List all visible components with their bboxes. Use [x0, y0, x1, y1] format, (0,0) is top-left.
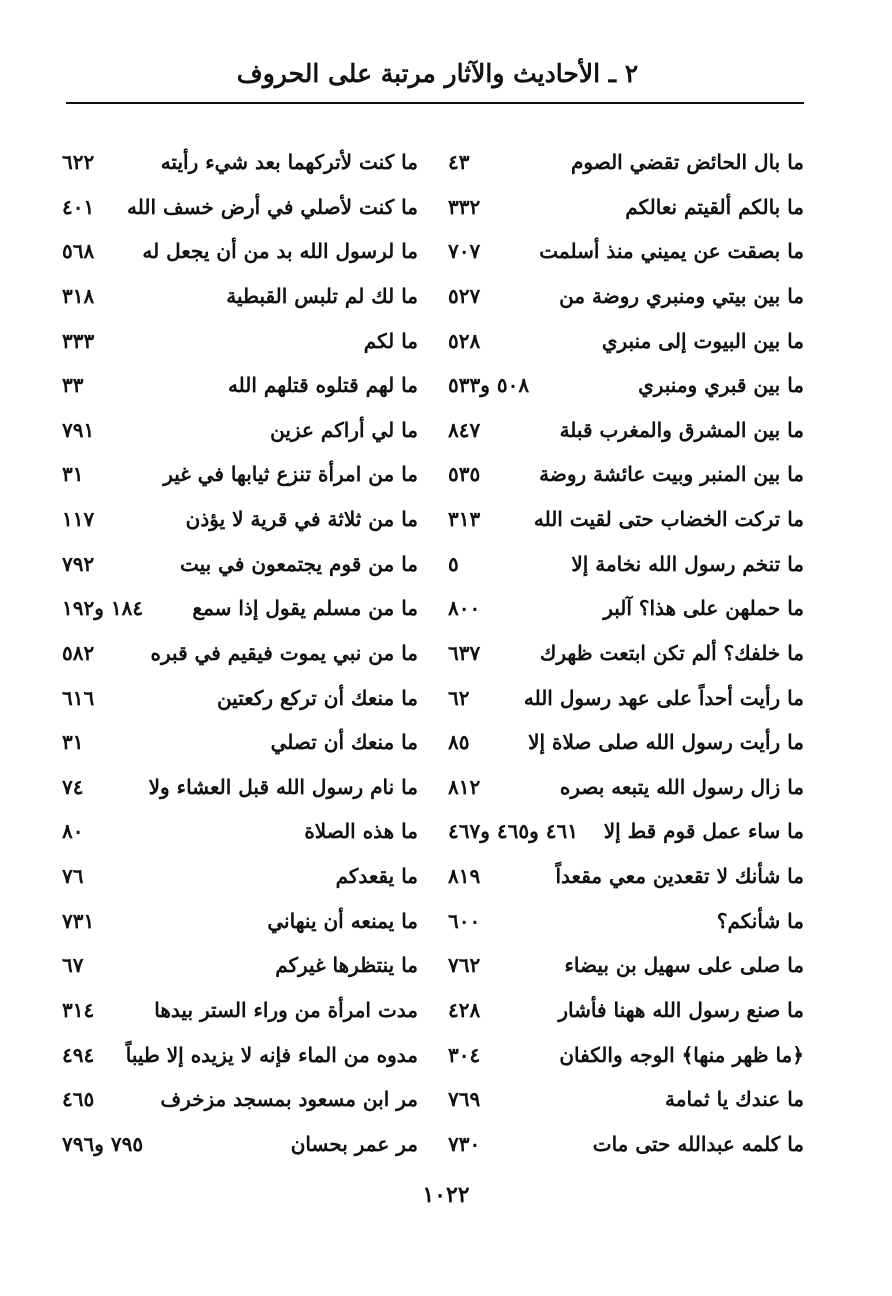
- entry-page-refs: ٥٨٢: [62, 640, 95, 665]
- entry-text: مر عمر بحسان: [290, 1131, 418, 1156]
- index-entry: [448, 990, 804, 1030]
- entry-page-refs: ٤٠١: [62, 194, 95, 219]
- index-entry: [62, 811, 418, 851]
- entry-page-refs: ٧٠٧: [448, 239, 481, 264]
- index-column-left: [62, 142, 418, 1164]
- index-entry: [62, 901, 418, 941]
- entry-text: ما منعك أن تصلي: [270, 730, 418, 755]
- index-entry: [62, 365, 418, 405]
- entry-page-refs: ٧٤: [62, 774, 84, 799]
- entry-page-refs: ٣٣٣: [62, 328, 95, 353]
- index-entry: [448, 410, 804, 450]
- index-entry: [448, 1124, 804, 1164]
- index-entry: [448, 499, 804, 539]
- entry-page-refs: ٦٢: [448, 685, 470, 710]
- entry-text: ما عندك يا ثمامة: [665, 1087, 804, 1112]
- entry-text: ما ينتظرها غيركم: [275, 953, 418, 978]
- index-entry: [448, 856, 804, 896]
- entry-page-refs: ٣١٨: [62, 283, 95, 308]
- index-entry: [62, 588, 418, 628]
- index-entry: [448, 276, 804, 316]
- entry-text: ما لي أراكم عزين: [270, 417, 418, 442]
- header-divider: [66, 102, 804, 104]
- index-entry: [448, 1079, 804, 1119]
- entry-page-refs: ٣٣٢: [448, 194, 481, 219]
- entry-text: ما لكم: [363, 328, 418, 353]
- index-entry: [62, 276, 418, 316]
- entry-page-refs: ٥٢٨: [448, 328, 481, 353]
- entry-text: ما بال الحائض تقضي الصوم: [571, 150, 804, 174]
- index-entry: [62, 1035, 418, 1075]
- index-entry: [448, 231, 804, 271]
- entry-text: ما رأيت رسول الله صلى صلاة إلا: [528, 730, 804, 755]
- index-entry: [448, 901, 804, 941]
- entry-page-refs: ٦٢٢: [62, 150, 95, 174]
- entry-page-refs: ٤٦٥: [62, 1087, 95, 1112]
- index-entry: [62, 454, 418, 494]
- entry-page-refs: ٧٦٩: [448, 1087, 481, 1112]
- entry-text: ما من مسلم يقول إذا سمع: [192, 596, 418, 621]
- entry-text: ما زال رسول الله يتبعه بصره: [559, 774, 804, 799]
- entry-page-refs: ٥٣٥: [448, 462, 481, 487]
- entry-page-refs: ٥٠٨ و٥٣٣: [448, 373, 530, 398]
- entry-page-refs: ٨١٩: [448, 864, 481, 888]
- entry-text: ما لرسول الله بد من أن يجعل له: [142, 239, 418, 264]
- entry-page-refs: ٤٢٨: [448, 997, 481, 1022]
- entry-page-refs: ٧٦: [62, 864, 84, 888]
- entry-text: ما لهم قتلوه قتلهم الله: [227, 373, 418, 398]
- index-entry: [62, 767, 418, 807]
- index-entry: [448, 722, 804, 762]
- entry-text: ما حملهن على هذا؟ آلبر: [603, 596, 804, 621]
- index-entry: [448, 678, 804, 718]
- index-entry: [62, 990, 418, 1030]
- index-entry: [62, 1124, 418, 1164]
- entry-text: ما بين قبري ومنبري: [638, 373, 804, 398]
- entry-text: ما من قوم يجتمعون في بيت: [179, 551, 418, 576]
- entry-page-refs: ٥: [448, 551, 459, 576]
- entry-page-refs: ٨١٢: [448, 774, 481, 799]
- entry-page-refs: ٧٩٢: [62, 551, 95, 576]
- entry-page-refs: ٣١: [62, 730, 84, 755]
- index-entry: [448, 945, 804, 985]
- entry-text: ما من ثلاثة في قرية لا يؤذن: [185, 507, 418, 531]
- entry-text: ما رأيت أحداً على عهد رسول الله: [523, 685, 804, 710]
- entry-page-refs: ٣٣: [62, 373, 84, 398]
- entry-page-refs: ٦١٦: [62, 685, 95, 710]
- index-entry: [62, 499, 418, 539]
- index-entry: [448, 1035, 804, 1075]
- entry-page-refs: ٦٠٠: [448, 908, 481, 933]
- entry-page-refs: ٦٣٧: [448, 640, 481, 665]
- entry-text: ما كنت لأتركهما بعد شيء رأيته: [160, 150, 418, 174]
- entry-text: ما لك لم تلبس القبطية: [226, 283, 418, 308]
- index-entry: [62, 633, 418, 673]
- entry-page-refs: ٦٧: [62, 953, 84, 978]
- entry-page-refs: ٤٩٤: [62, 1042, 95, 1067]
- entry-page-refs: ٥٢٧: [448, 283, 481, 308]
- entry-page-refs: ٤٦١ و٤٦٥ و٤٦٧: [448, 819, 578, 844]
- entry-text: ما شأنك لا تقعدين معي مقعداً: [555, 864, 804, 888]
- entry-text: ﴿ما ظهر منها﴾ الوجه والكفان: [559, 1042, 804, 1067]
- index-entry: [62, 410, 418, 450]
- index-entry: [62, 142, 418, 182]
- entry-text: مر ابن مسعود بمسجد مزخرف: [160, 1087, 418, 1112]
- entry-text: ما تركت الخضاب حتى لقيت الله: [533, 507, 804, 531]
- entry-text: ما من امرأة تنزع ثيابها في غير: [163, 462, 418, 487]
- entry-page-refs: ٥٦٨: [62, 239, 95, 264]
- entry-page-refs: ٧٦٢: [448, 953, 481, 978]
- index-entry: [448, 767, 804, 807]
- entry-text: ما بين البيوت إلى منبري: [601, 328, 804, 353]
- index-entry: [62, 321, 418, 361]
- entry-page-refs: ٣١: [62, 462, 84, 487]
- index-entry: [62, 945, 418, 985]
- index-entry: [62, 544, 418, 584]
- entry-page-refs: ١١٧: [62, 507, 95, 531]
- entry-text: ما شأنكم؟: [716, 908, 804, 933]
- entry-text: ما بالكم ألقيتم نعالكم: [625, 194, 804, 219]
- entry-text: ما تنخم رسول الله نخامة إلا: [571, 551, 804, 576]
- entry-text: مدوه من الماء فإنه لا يزيده إلا طيباً: [125, 1042, 418, 1067]
- entry-text: ما بين المشرق والمغرب قبلة: [559, 417, 804, 442]
- entry-page-refs: ٨٠٠: [448, 596, 481, 621]
- entry-text: ما بصقت عن يميني منذ أسلمت: [539, 239, 804, 264]
- index-entry: [62, 856, 418, 896]
- entry-page-refs: ٣٠٤: [448, 1042, 481, 1067]
- entry-text: ما منعك أن تركع ركعتين: [216, 685, 418, 710]
- entry-page-refs: ٨٠: [62, 819, 84, 844]
- page-header-title: ٢ ـ الأحاديث والآثار مرتبة على الحروف: [236, 59, 639, 88]
- entry-text: ما من نبي يموت فيقيم في قبره: [150, 640, 418, 665]
- entry-text: ما صلى على سهيل بن بيضاء: [564, 953, 804, 978]
- entry-page-refs: ٤٣: [448, 150, 470, 174]
- index-entry: [448, 321, 804, 361]
- index-column-right: [448, 142, 804, 1164]
- entry-page-refs: ٣١٤: [62, 997, 95, 1022]
- index-entry: [448, 187, 804, 227]
- entry-text: ما نام رسول الله قبل العشاء ولا: [148, 774, 418, 799]
- index-entry: [448, 633, 804, 673]
- entry-page-refs: ٧٩٥ و٧٩٦: [62, 1131, 144, 1156]
- entry-text: ما كنت لأصلي في أرض خسف الله: [127, 194, 418, 219]
- entry-page-refs: ٧٩١: [62, 417, 95, 442]
- entry-text: ما يمنعه أن ينهاني: [267, 908, 418, 933]
- entry-text: ما يقعدكم: [335, 864, 418, 888]
- entry-page-refs: ١٨٤ و١٩٢: [62, 596, 144, 621]
- index-entry: [62, 231, 418, 271]
- entry-page-refs: ٣١٣: [448, 507, 481, 531]
- index-entry: [62, 722, 418, 762]
- index-entry: [62, 1079, 418, 1119]
- entry-text: ما كلمه عبدالله حتى مات: [592, 1131, 804, 1156]
- index-entry: [448, 142, 804, 182]
- entry-text: ما ساء عمل قوم قط إلا: [603, 819, 804, 844]
- index-entry: [448, 365, 804, 405]
- index-entry: [448, 544, 804, 584]
- index-entry: [448, 454, 804, 494]
- index-entry: [448, 588, 804, 628]
- entry-page-refs: ٧٣٠: [448, 1131, 481, 1156]
- entry-text: ما بين المنبر وبيت عائشة روضة: [539, 462, 804, 487]
- index-entry: [448, 811, 804, 851]
- entry-page-refs: ٨٤٧: [448, 417, 481, 442]
- entry-text: ما صنع رسول الله ههنا فأشار: [558, 997, 804, 1022]
- entry-text: مدت امرأة من وراء الستر بيدها: [154, 997, 418, 1022]
- page-number: ١٠٢٢: [422, 1182, 470, 1208]
- entry-text: ما بين بيتي ومنبري روضة من: [559, 283, 804, 308]
- entry-text: ما هذه الصلاة: [304, 819, 418, 844]
- entry-page-refs: ٧٣١: [62, 908, 95, 933]
- index-entry: [62, 187, 418, 227]
- index-entry: [62, 678, 418, 718]
- entry-text: ما خلفك؟ ألم تكن ابتعت ظهرك: [539, 640, 804, 665]
- entry-page-refs: ٨٥: [448, 730, 470, 755]
